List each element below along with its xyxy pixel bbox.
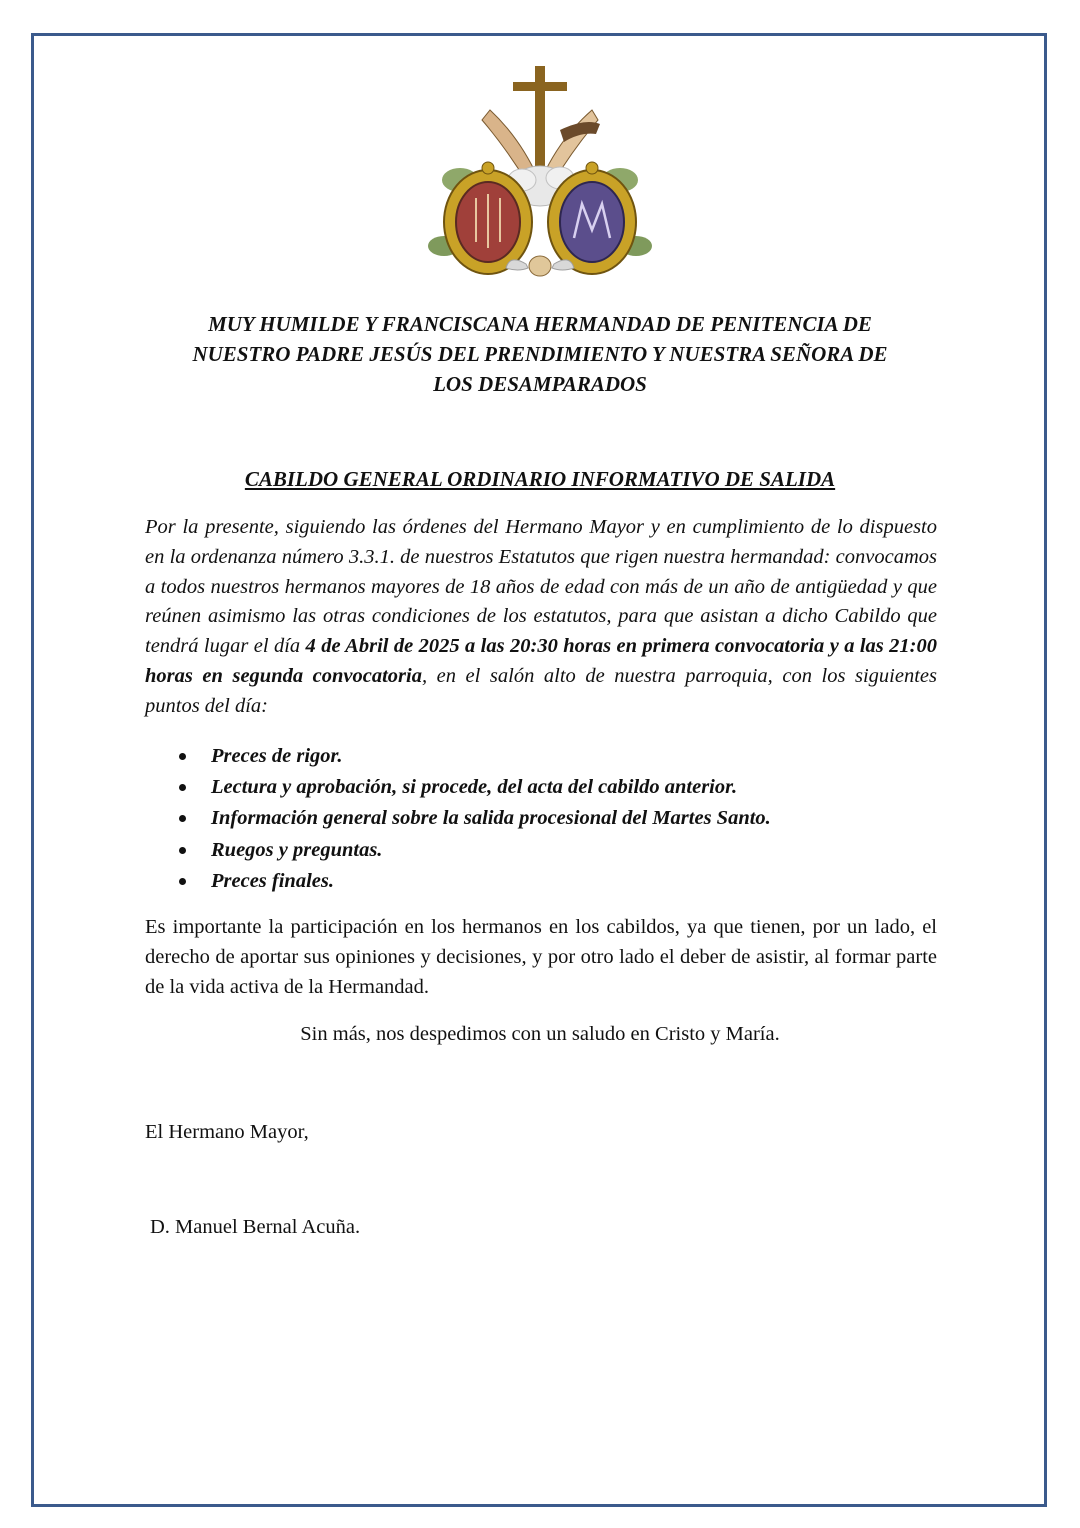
signoff-line: El Hermano Mayor, — [145, 1121, 309, 1143]
title-line: MUY HUMILDE Y FRANCISCANA HERMANDAD DE PENITENCIA DE — [208, 312, 872, 336]
agenda-list — [145, 741, 937, 897]
agenda-item — [145, 835, 937, 866]
brotherhood-crest-icon — [410, 58, 670, 290]
agenda-item-text: Ruegos y preguntas. — [211, 838, 383, 861]
farewell-line: Sin más, nos despedimos con un saludo en Cristo y María. — [300, 1023, 780, 1045]
agenda-item — [145, 741, 937, 772]
bullet-icon — [179, 847, 186, 854]
agenda-item — [145, 772, 937, 803]
agenda-item-text: Preces finales. — [211, 869, 334, 892]
agenda-item-text: Información general sobre la salida procesional del Martes Santo. — [211, 807, 771, 830]
agenda-item-text: Preces de rigor. — [211, 745, 343, 767]
agenda-item-text: Lectura y aprobación, si procede, del acta del cabildo anterior. — [211, 776, 738, 799]
title-line: LOS DESAMPARADOS — [433, 372, 647, 396]
importance-note: Es importante la participación en los hermanos en los cabildos, ya que tienen, por un lado, el derecho de aportar sus opiniones y decisiones, y por otro lado el deber de asistir, al formar parte de la vida activa de la Hermandad. — [145, 916, 937, 998]
bullet-icon — [179, 878, 186, 885]
convocation-outro: , en el salón alto de nuestra parroquia, con los siguientes puntos del día: — [145, 664, 937, 717]
convocation-intro: Por la presente, siguiendo las órdenes del Hermano Mayor y en cumplimiento de lo dispuesto en la ordenanza número 3.3.1. de nuestros Estatutos que rigen nuestra hermandad: convocamos a todos nuestros hermanos mayores de 18 años de edad con más de un año de antigüedad y que reúnen asimismo las otras condiciones de los estatutos, para que asistan a dicho Cabildo que tendrá lugar el día — [145, 516, 937, 658]
convocation-paragraph — [145, 513, 937, 722]
title-line: NUESTRO PADRE JESÚS DEL PRENDIMIENTO Y NUESTRA SEÑORA DE — [192, 342, 888, 366]
signatory-name: D. Manuel Bernal Acuña. — [150, 1216, 361, 1238]
document-subtitle: CABILDO GENERAL ORDINARIO INFORMATIVO DE SALIDA — [244, 467, 836, 491]
brotherhood-title — [140, 309, 940, 399]
bullet-icon — [179, 815, 186, 822]
agenda-item — [145, 866, 937, 897]
bullet-icon — [179, 753, 186, 760]
agenda-item — [145, 803, 937, 834]
convocation-date-time: 4 de Abril de 2025 a las 20:30 horas en primera convocatoria y a las 21:00 horas en segunda convocatoria — [145, 635, 938, 687]
bullet-icon — [179, 784, 186, 791]
